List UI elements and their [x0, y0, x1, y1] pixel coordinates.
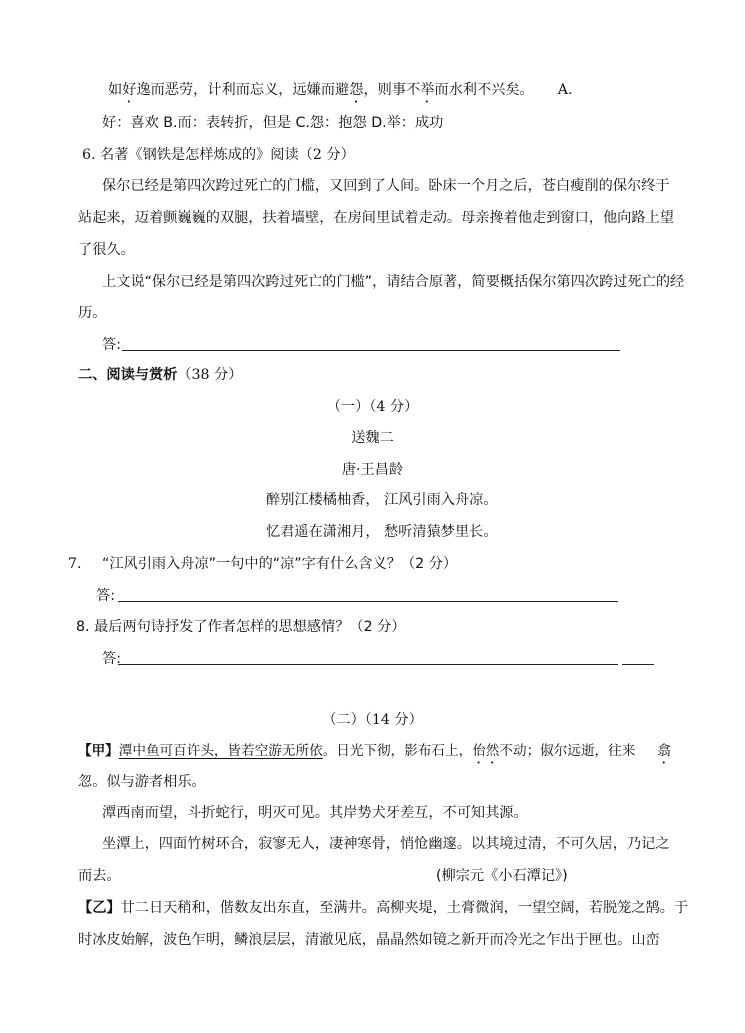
- jia-source: (柳宗元《小石潭记》): [436, 868, 568, 884]
- q6-answer-label: 答:: [102, 337, 121, 353]
- q7-number: 7.: [68, 556, 82, 572]
- q8-answer-label: 答:: [102, 651, 121, 667]
- yi-line-1: [78, 898, 688, 918]
- jia-paragraph-3-line-1: 坐潭上，四面竹树环合，寂寥无人，凄神寒骨，悄怆幽邃。以其境过清，不可久居，乃记之: [102, 836, 670, 852]
- jia-paragraph-3-line-2: 而去。: [78, 868, 121, 884]
- jia-line-2: 忽。似与游者相乐。: [78, 774, 206, 790]
- poem-line-1: 醉别江楼橘柚香， 江风引雨入舟凉。: [266, 492, 498, 508]
- q8-question: 8. 最后两句诗抒发了作者怎样的思想感情？（2 分）: [76, 619, 406, 635]
- q5-text-b: 逸而恶劳，计利而忘义，远嫌而避: [136, 82, 350, 98]
- jia-mark: 【甲】: [78, 743, 119, 759]
- jia-line-1: [78, 741, 671, 767]
- q6-passage-line-1: 保尔已经是第四次跨过死亡的门槛，又回到了人间。卧床一个月之后，苍白瘦削的保尔终于: [102, 178, 670, 194]
- poem-author: 唐·王昌龄: [341, 462, 404, 478]
- q5-dotted-ju: 举: [420, 82, 435, 98]
- jia-text-b: 不动；俶尔远逝，往来: [499, 743, 636, 759]
- q7-answer-line[interactable]: [118, 601, 618, 602]
- yi-text-1: 廿二日天稍和，偕数友出东直，至满井。高柳夹堤，土膏微润，一望空阔，若脱笼之鹄。于: [120, 900, 689, 916]
- jia-underlined-sentence: 潭中鱼可百许头，皆若空游无所依: [118, 743, 323, 759]
- part2-label: （二）（14 分）: [322, 712, 423, 728]
- q7-answer-label: 答:: [96, 588, 115, 604]
- poem-line-2: 忆君遥在潇湘月， 愁听清猿梦里长。: [266, 524, 498, 540]
- jia-text-a: 。日光下彻，影布石上，: [322, 743, 473, 759]
- q8-answer-line[interactable]: [118, 664, 618, 665]
- q6-passage-line-3: 了很久。: [78, 242, 135, 258]
- yi-line-2: 时冰皮始解，波色乍明，鳞浪层层，清澈见底，晶晶然如镜之新开而冷光之乍出于匣也。山峦: [78, 932, 660, 948]
- q5-text-a: 如: [108, 82, 123, 98]
- q8-answer-line-extra[interactable]: [622, 664, 654, 665]
- q6-title: 6. 名著《钢铁是怎样炼成的》阅读（2 分）: [82, 147, 355, 163]
- q5-text-c: ，则事不: [363, 82, 421, 98]
- q6-passage-line-2: 站起来，迈着颤巍巍的双腿，扶着墙壁，在房间里试着走动。母亲搀着他走到窗口，他向路上望: [78, 210, 674, 226]
- poem-title: 送魏二: [351, 430, 394, 446]
- jia-paragraph-2: 潭西南而望，斗折蛇行，明灭可见。其岸势犬牙差互，不可知其源。: [102, 805, 528, 821]
- q5-text-d: 而水利不兴矣。: [434, 82, 534, 98]
- q6-question-line-2: 历。: [78, 305, 107, 321]
- q7-question: “江风引雨入舟凉”一句中的“凉”字有什么含义？（2 分）: [102, 556, 458, 572]
- q5-dotted-hao: 好: [122, 82, 137, 98]
- section2-heading-text: 二、阅读与赏析: [78, 367, 178, 383]
- q5-line2: 好：喜欢 B.而：表转折，但是 C.怨：抱怨 D.举：成功: [102, 115, 444, 131]
- q5-line1: [108, 80, 573, 106]
- q5-dotted-yuan: 怨: [349, 82, 364, 98]
- q5-option-a-label: A.: [557, 82, 573, 98]
- yi-mark: 【乙】: [78, 900, 121, 916]
- section2-points: （38 分）: [177, 367, 243, 383]
- q6-answer-line[interactable]: [122, 350, 620, 351]
- q6-question-line-1: 上文说“保尔已经是第四次跨过死亡的门槛”，请结合原著，简要概括保尔第四次跨过死亡的经: [102, 274, 685, 290]
- section2-heading: [78, 365, 242, 385]
- part1-label: （一）（4 分）: [326, 399, 419, 415]
- jia-dotted-xi: 翕: [657, 743, 671, 759]
- jia-dotted-yiran: 佁然: [472, 743, 500, 759]
